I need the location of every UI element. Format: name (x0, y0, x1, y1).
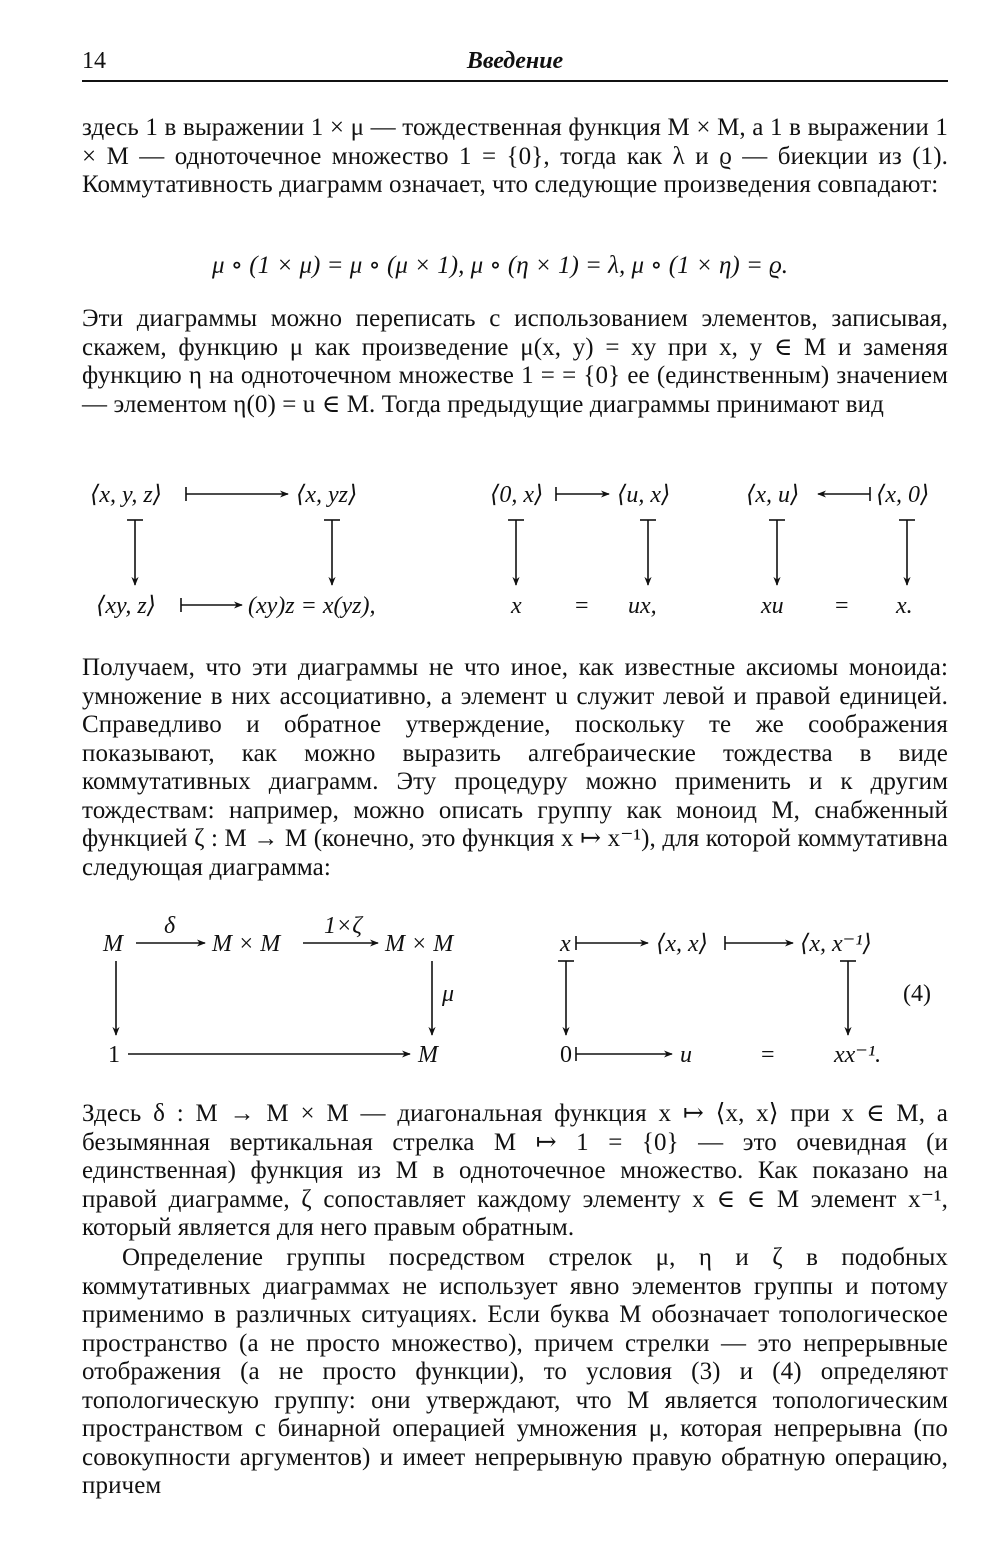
left-unit-diagram (490, 482, 670, 619)
lunit-bottom-left: x (511, 593, 522, 619)
assoc-top-right: ⟨x, yz⟩ (296, 482, 358, 508)
display-formula: μ ∘ (1 × μ) = μ ∘ (μ × 1), μ ∘ (η × 1) = λ, μ ∘ (1 × η) = ϱ. (211, 252, 789, 279)
elem-top-2: ⟨x, x⟩ (656, 931, 709, 957)
assoc-bottom-right: (xy)z = x(yz), (248, 593, 376, 619)
group-top-2: M × M (212, 931, 281, 957)
running-title: Введение (466, 48, 564, 74)
group-top-3: M × M (385, 931, 454, 957)
page-number: 14 (82, 48, 106, 74)
lunit-top-right: ⟨u, x⟩ (617, 482, 671, 508)
group-axiom-diagram (102, 913, 455, 1068)
group-top-1: M (103, 931, 123, 957)
associativity-diagram (90, 482, 375, 619)
group-elements-diagram (558, 931, 931, 1068)
paragraph-4: Здесь δ : M → M × M — диагональная функция x ↦ ⟨x, x⟩ при x ∈ M, а безымянная вертикальная стрелка M ↦ 1 = {0} — это очевидная (и единственная) функция из M в одноточечное множество. Как показано на правой диаграмме, ζ сопоставляет каждому элементу x ∈ ∈ M элемент x⁻¹, который является для него правым обратным. (82, 1100, 948, 1241)
runit-bottom-right: x. (896, 593, 913, 619)
elem-bottom-left: 0 (560, 1042, 572, 1068)
group-label-mu: μ (442, 981, 455, 1007)
elem-top-1: x (560, 931, 571, 957)
group-label-delta: δ (164, 913, 176, 939)
runit-bottom-left: xu (761, 593, 784, 619)
group-bottom-right: M (418, 1042, 438, 1068)
paragraph-2: Эти диаграммы можно переписать с использованием элементов, записывая, скажем, функцию μ как произведение μ(x, y) = xy при x, y ∈ M и заменяя функцию η на одноточечном множестве 1 = = {0} ее (единственным) значением — элементом η(0) = u ∈ M. Тогда предыдущие диаграммы принимают вид (82, 305, 948, 418)
runit-equals: = (835, 593, 849, 619)
lunit-top-left: ⟨0, x⟩ (490, 482, 544, 508)
right-unit-diagram (746, 482, 929, 619)
lunit-bottom-right: ux, (628, 593, 657, 619)
assoc-bottom-left: ⟨xy, z⟩ (96, 593, 157, 619)
runit-top-left: ⟨x, u⟩ (746, 482, 800, 508)
runit-top-right: ⟨x, 0⟩ (876, 482, 930, 508)
equation-number: (4) (903, 981, 931, 1007)
elem-bottom-right: xx⁻¹. (834, 1042, 882, 1068)
group-label-1zeta: 1×ζ (324, 913, 362, 939)
group-bottom-left: 1 (108, 1042, 120, 1068)
monoid-diagrams (0, 470, 1000, 630)
page-header (82, 48, 948, 82)
lunit-equals: = (575, 593, 589, 619)
group-diagrams (0, 915, 1000, 1075)
assoc-top-left: ⟨x, y, z⟩ (90, 482, 163, 508)
elem-equals: = (761, 1042, 775, 1068)
elem-bottom-mid: u (680, 1042, 692, 1068)
paragraph-1: здесь 1 в выражении 1 × μ — тождественная функция M × M, а 1 в выражении 1 × M — одноточечное множество 1 = {0}, тогда как λ и ϱ — биекции из (1). Коммутативность диаграмм означает, что следующие произведения совпадают: (82, 114, 948, 198)
paragraph-5: Определение группы посредством стрелок μ, η и ζ в подобных коммутативных диаграммах не использует явно элементов группы и потому применимо в различных ситуациях. Если буква M обозначает топологическое пространство (а не просто множество), причем стрелки — это непрерывные отображения (а не просто функции), то условия (3) и (4) определяют топологическую группу: они утверждают, что M является топологическим пространством с бинарной операцией умножения μ, которая непрерывна (по совокупности аргументов) и имеет непрерывную правую обратную операцию, причем (82, 1244, 948, 1499)
paragraph-3: Получаем, что эти диаграммы не что иное, как известные аксиомы моноида: умножение в них ассоциативно, а элемент u служит левой и правой единицей. Справедливо и обратное утверждение, поскольку те же соображения показывают, как можно выразить алгебраические тождества в виде коммутативных диаграмм. Эту процедуру можно применить и к другим тождествам: например, можно описать группу как моноид M, снабженный функцией ζ : M → M (конечно, это функция x ↦ x⁻¹), для которой коммутативна следующая диаграмма: (82, 654, 948, 881)
elem-top-3: ⟨x, x⁻¹⟩ (800, 931, 872, 957)
